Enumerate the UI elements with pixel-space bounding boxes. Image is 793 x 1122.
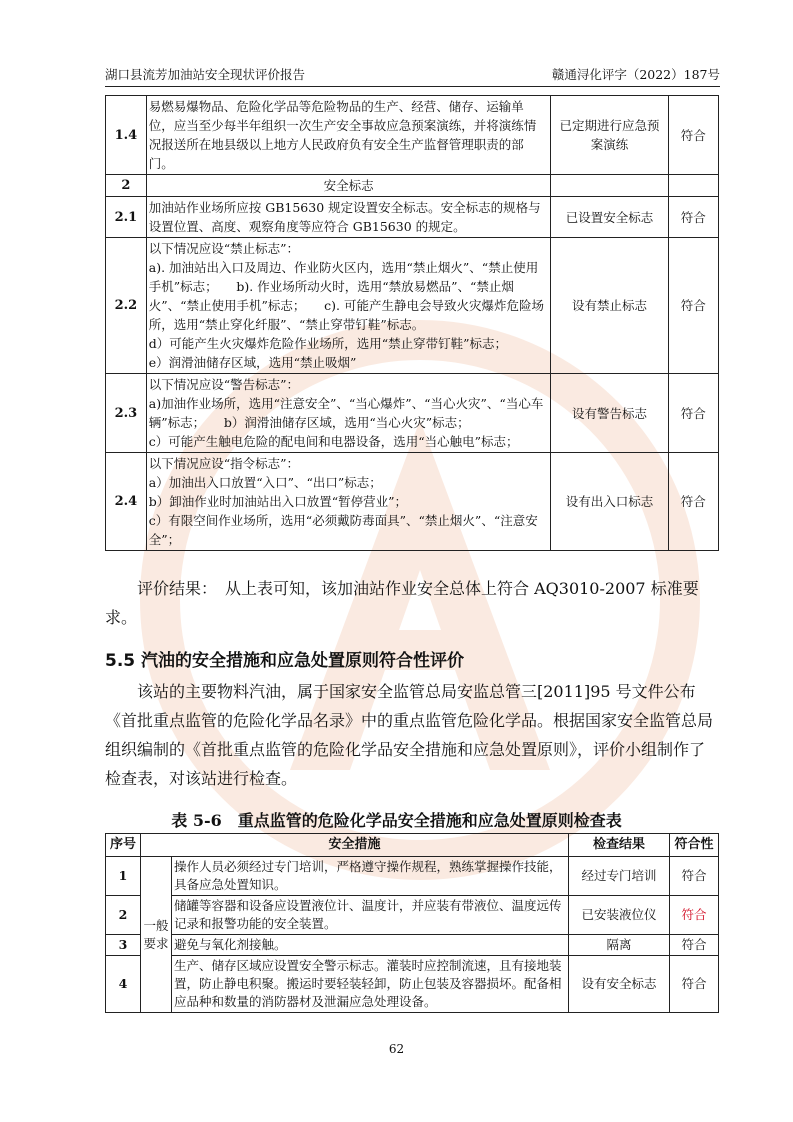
table-row: [106, 374, 719, 453]
row-content: 避免与氧化剂接触。: [172, 935, 569, 956]
safety-sign-check-table: [105, 95, 719, 551]
row-result: 已定期进行应急预案演练: [551, 96, 668, 175]
row-number: 1: [106, 857, 141, 896]
row-number: 2: [106, 896, 141, 935]
row-content: 加油站作业场所应按 GB15630 规定设置安全标志。安全标志的规格与设置位置、高度、观察角度等应符合 GB15630 的规定。: [146, 197, 551, 238]
table-row: [106, 175, 719, 197]
row-result: 隔离: [569, 935, 670, 956]
row-conformity: 符合: [670, 956, 719, 1013]
content-line: a). 加油站出入口及周边、作业防火区内，选用“禁止烟火”、“禁止使用手机”标志； b). 作业场所动火时，选用“禁放易燃品”、“禁止烟火”、“禁止使用手机”标志； c). 可能产生静电会导致火灾爆炸危险场所，选用“禁止穿化纤服”、“禁止穿带钉鞋”标志。: [148, 260, 544, 332]
content-line: e）润滑油储存区域，选用“禁止吸烟”: [148, 355, 357, 370]
table-header-row: [106, 834, 719, 857]
row-content: [146, 238, 551, 374]
row-conformity: 符合: [668, 197, 718, 238]
row-conformity: 符合: [670, 857, 719, 896]
hazardous-chemical-check-table: [105, 833, 719, 1013]
header-report-title: 湖口县流芳加油站安全现状评价报告: [105, 67, 306, 82]
content-line: 以下情况应设“警告标志”：: [148, 377, 300, 392]
category-cell: 一般要求: [141, 857, 172, 1013]
row-result: 设有安全标志: [569, 956, 670, 1013]
table-row: [106, 238, 719, 374]
table-row: [106, 896, 719, 935]
row-conformity: 符合: [668, 453, 718, 551]
content-line: c）可能产生触电危险的配电间和电器设备，选用“当心触电”标志；: [148, 434, 519, 449]
row-number: 4: [106, 956, 141, 1013]
table-row: [106, 453, 719, 551]
content-line: a)加油作业场所，选用“注意安全”、“当心爆炸”、“当心火灾”、“当心车辆”标志； b）润滑油储存区域，选用“当心火灾”标志；: [148, 396, 544, 430]
content-line: a）加油出入口放置“入口”、“出口”标志；: [148, 475, 382, 490]
section-paragraph: 该站的主要物料汽油，属于国家安全监管总局安监总管三[2011]95 号文件公布《首批重点监管的危险化学品名录》中的重点监管危险化学品。根据国家安全监管总局组织编制的《首批重点监管的危险化学品安全措施和应急处置原则》，评价小组制作了检查表，对该站进行检查。: [105, 682, 714, 788]
row-number: 3: [106, 935, 141, 956]
row-number: 2.4: [106, 453, 147, 551]
row-number: 1.4: [106, 96, 147, 175]
content-line: d）可能产生火灾爆炸危险作业场所，选用“禁止穿带钉鞋”标志；: [148, 336, 508, 351]
row-result: 设有禁止标志: [551, 238, 668, 374]
row-content: [146, 374, 551, 453]
header-number: 序号: [106, 834, 141, 857]
page-header: [105, 66, 720, 87]
row-conformity: 符合: [670, 896, 719, 935]
page-number: 62: [388, 1042, 405, 1056]
row-number: 2: [106, 175, 147, 197]
row-result: 经过专门培训: [569, 857, 670, 896]
row-result: 设有出入口标志: [551, 453, 668, 551]
table-row: [106, 956, 719, 1013]
row-result: 设有警告标志: [551, 374, 668, 453]
row-result: 已设置安全标志: [551, 197, 668, 238]
table-row: [106, 197, 719, 238]
row-conformity: 符合: [668, 238, 718, 374]
row-content: 生产、储存区域应设置安全警示标志。灌装时应控制流速，且有接地装置，防止静电积聚。搬运时要轻装轻卸，防止包装及容器损坏。配备相应品种和数量的消防器材及泄漏应急处理设备。: [172, 956, 569, 1013]
row-content: 操作人员必须经过专门培训，严格遵守操作规程，熟练掌握操作技能，具备应急处置知识。: [172, 857, 569, 896]
row-content: [146, 453, 551, 551]
header-report-number: 赣通浔化评字（2022）187号: [551, 67, 720, 82]
row-content: 储罐等容器和设备应设置液位计、温度计，并应装有带液位、温度远传记录和报警功能的安全装置。: [172, 896, 569, 935]
section-title: 5.5 汽油的安全措施和应急处置原则符合性评价: [105, 651, 465, 671]
evaluation-result: [105, 574, 719, 632]
row-conformity: 符合: [670, 935, 719, 956]
row-number: 2.3: [106, 374, 147, 453]
row-conformity: 符合: [668, 96, 718, 175]
header-result: 检查结果: [569, 834, 670, 857]
content-line: 以下情况应设“禁止标志”：: [148, 241, 300, 256]
row-result: 已安装液位仪: [569, 896, 670, 935]
row-conformity: 符合: [668, 374, 718, 453]
table-row: [106, 935, 719, 956]
content-line: b）卸油作业时加油站出入口放置“暂停营业”；: [148, 494, 408, 509]
row-number: 2.2: [106, 238, 147, 374]
table-title: 表 5-6 重点监管的危险化学品安全措施和应急处置原则检查表: [171, 811, 622, 830]
header-measure: 安全措施: [141, 834, 569, 857]
row-content: 易燃易爆物品、危险化学品等危险物品的生产、经营、储存、运输单位，应当至少每半年组织一次生产安全事故应急预案演练，并将演练情况报送所在地县级以上地方人民政府负有安全生产监督管理职责的部门。: [146, 96, 551, 175]
content-line: 以下情况应设“指令标志”：: [148, 456, 300, 471]
row-number: 2.1: [106, 197, 147, 238]
table-row: [106, 857, 719, 896]
section-heading: 安全标志: [146, 175, 551, 197]
evaluation-result-text: 评价结果： 从上表可知，该加油站作业安全总体上符合 AQ3010-2007 标准要求。: [105, 579, 699, 627]
content-line: c）有限空间作业场所，选用“必须戴防毒面具”、“禁止烟火”、“注意安全”；: [148, 513, 538, 547]
header-conformity: 符合性: [670, 834, 719, 857]
table-row: [106, 96, 719, 175]
